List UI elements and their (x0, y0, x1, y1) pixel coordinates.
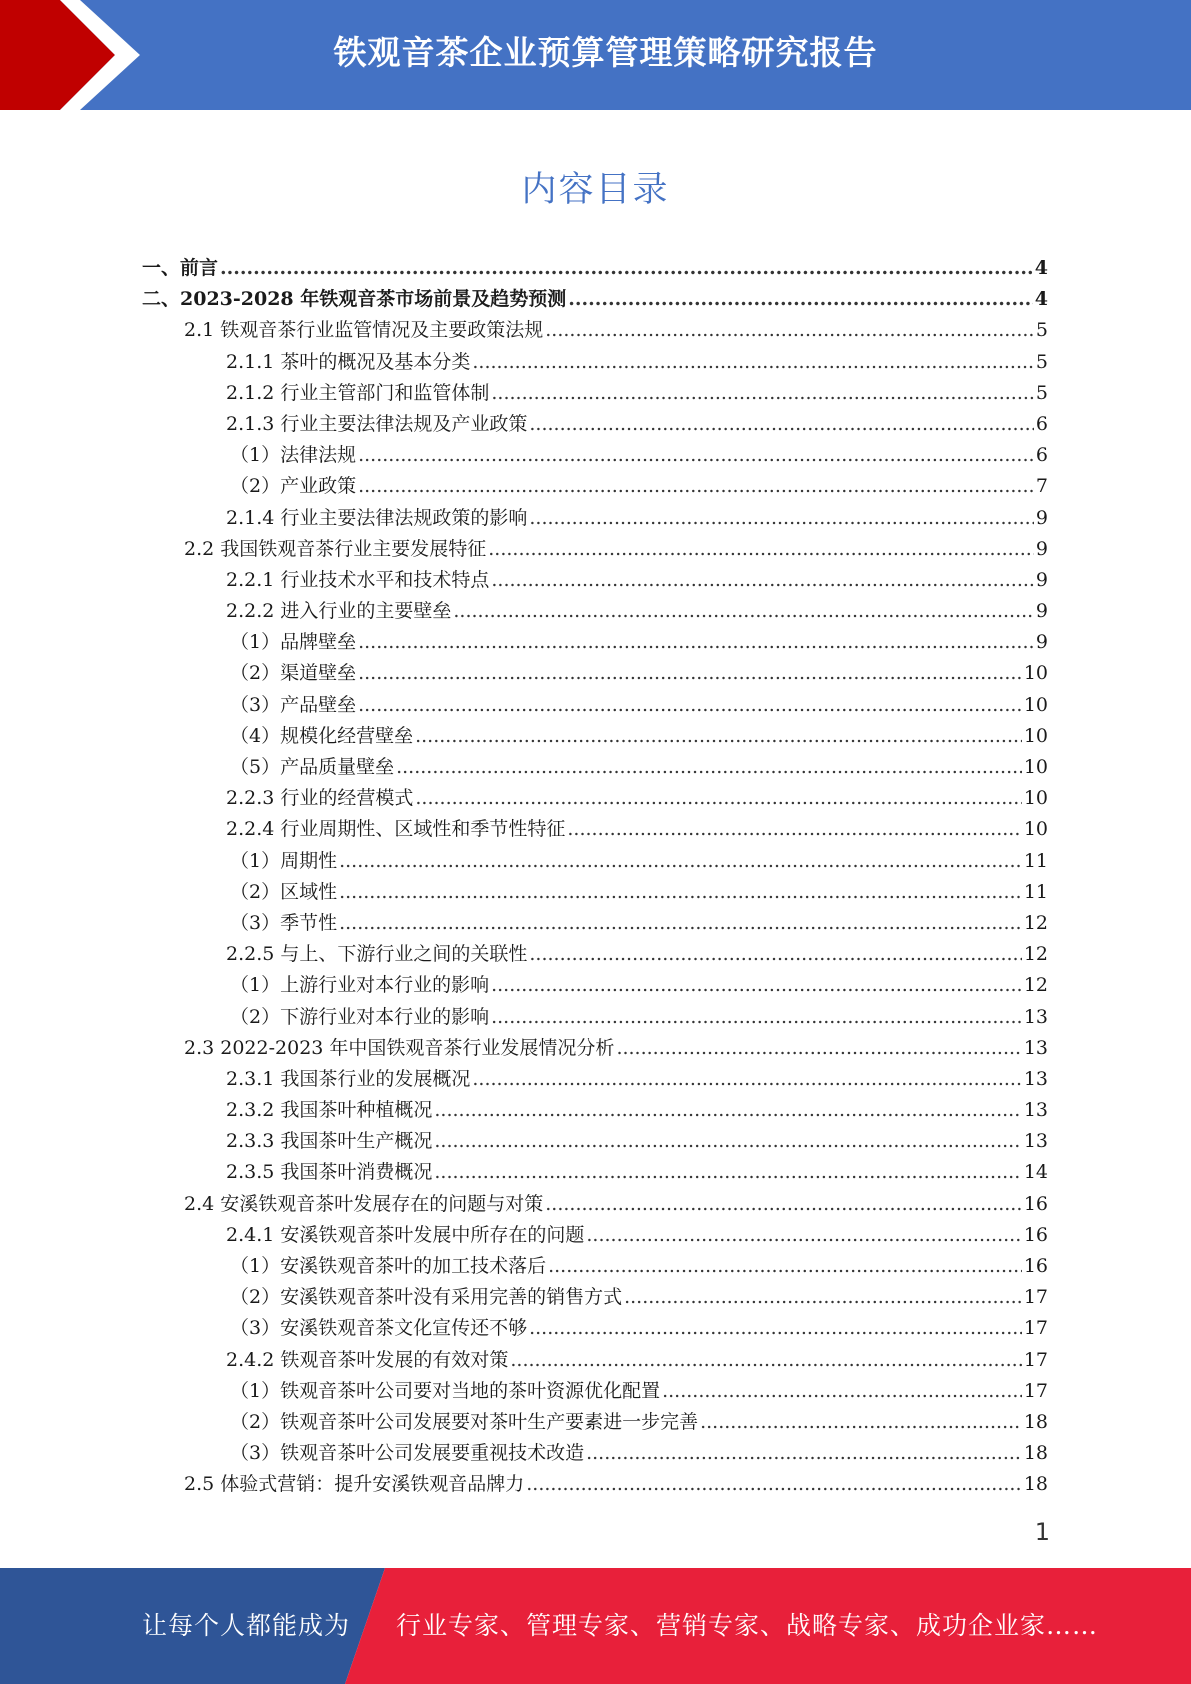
toc-dot-leader (339, 877, 1022, 908)
toc-dot-leader (529, 409, 1034, 440)
toc-entry-label: （4）规模化经营壁垒 (230, 724, 414, 747)
toc-entry-label: （1）安溪铁观音茶叶的加工技术落后 (230, 1255, 547, 1277)
toc-entry-page: 10 (1023, 724, 1048, 747)
toc-dot-leader (491, 565, 1034, 596)
toc-entry[interactable] (142, 596, 1048, 627)
toc-entry-label: 2.1.4 行业主要法律法规政策的影响 (226, 506, 528, 529)
toc-entry-page: 17 (1023, 1379, 1048, 1402)
toc-entry[interactable] (142, 1251, 1048, 1282)
toc-entry-page: 13 (1023, 1005, 1048, 1028)
toc-entry-page: 10 (1023, 787, 1048, 810)
toc-title: 内容目录 (521, 170, 670, 210)
toc-entry-page: 18 (1023, 1410, 1048, 1433)
toc-entry-label: （3）季节性 (230, 911, 338, 934)
toc-entry[interactable] (142, 503, 1048, 534)
toc-entry[interactable] (142, 908, 1048, 939)
toc-dot-leader (358, 627, 1034, 658)
toc-entry-label: （2）铁观音茶叶公司发展要对茶叶生产要素进一步完善 (230, 1410, 699, 1433)
toc-entry[interactable] (142, 1282, 1048, 1313)
toc-entry-label: （2）产业政策 (230, 475, 357, 498)
toc-dot-leader (434, 1126, 1021, 1157)
toc-dot-leader (415, 783, 1021, 814)
toc-entry[interactable] (142, 1189, 1048, 1220)
toc-dot-leader (548, 1251, 1022, 1282)
toc-entry[interactable] (142, 627, 1048, 658)
toc-entry[interactable] (142, 1064, 1048, 1095)
toc-entry-page: 18 (1023, 1473, 1048, 1496)
toc-entry-page: 12 (1023, 943, 1048, 966)
toc-entry-label: 一、前言 (142, 257, 219, 279)
header-banner (0, 0, 1191, 110)
toc-entry-label: 2.4.1 安溪铁观音茶叶发展中所存在的问题 (226, 1223, 585, 1246)
toc-entry[interactable] (142, 1345, 1048, 1376)
toc-entry-label: 2.1.2 行业主管部门和监管体制 (226, 381, 490, 404)
toc-entry-label: （3）安溪铁观音茶文化宣传还不够 (230, 1317, 528, 1340)
toc-entry-page: 10 (1023, 756, 1048, 778)
toc-entry[interactable] (142, 315, 1048, 346)
toc-entry-label: 2.3.5 我国茶叶消费概况 (226, 1161, 433, 1184)
toc-entry-page: 5 (1035, 350, 1048, 373)
toc-entry-label: （3）铁观音茶叶公司发展要重视技术改造 (230, 1442, 585, 1465)
toc-entry[interactable] (142, 814, 1048, 845)
toc-entry-page: 10 (1023, 693, 1048, 716)
toc-entry-page: 16 (1023, 1255, 1048, 1277)
toc-entry[interactable] (142, 658, 1048, 689)
toc-entry-page: 11 (1023, 849, 1048, 872)
toc-dot-leader (567, 814, 1021, 845)
toc-entry[interactable] (142, 1313, 1048, 1344)
toc-dot-leader (491, 970, 1022, 1001)
toc-entry-label: （1）上游行业对本行业的影响 (230, 974, 490, 997)
toc-entry[interactable] (142, 534, 1048, 565)
toc-entry-label: 2.2.3 行业的经营模式 (226, 787, 414, 810)
toc-entry[interactable] (142, 721, 1048, 752)
toc-entry-page: 9 (1035, 537, 1048, 560)
report-title: 铁观音茶企业预算管理策略研究报告 (333, 33, 878, 72)
toc-entry[interactable] (142, 970, 1048, 1001)
toc-dot-leader (491, 378, 1034, 409)
toc-dot-leader (529, 503, 1034, 534)
toc-entry-label: 2.3.1 我国茶行业的发展概况 (226, 1067, 471, 1090)
footer-banner (0, 1568, 1191, 1684)
toc-entry-page: 7 (1035, 475, 1048, 498)
toc-dot-leader (434, 1095, 1021, 1126)
toc-entry-page: 11 (1023, 880, 1048, 903)
toc-entry-label: （2）渠道壁垒 (230, 662, 357, 685)
toc-dot-leader (472, 1064, 1021, 1095)
toc-entry-label: 2.3.3 我国茶叶生产概况 (226, 1130, 433, 1153)
toc-entry-label: （1）法律法规 (230, 444, 357, 467)
toc-dot-leader (453, 596, 1034, 627)
toc-dot-leader (358, 658, 1022, 689)
toc-entry-page: 12 (1023, 974, 1048, 997)
toc-dot-leader (700, 1407, 1022, 1438)
toc-dot-leader (662, 1376, 1022, 1407)
toc-entry-page: 10 (1023, 662, 1048, 685)
toc-dot-leader (545, 315, 1034, 346)
toc-entry-label: （3）产品壁垒 (230, 693, 357, 716)
toc-dot-leader (358, 471, 1034, 502)
toc-entry-page: 16 (1023, 1223, 1048, 1246)
toc-entry[interactable] (142, 1376, 1048, 1407)
toc-entry-label: （2）下游行业对本行业的影响 (230, 1005, 490, 1028)
toc-entry[interactable] (142, 1095, 1048, 1126)
toc-entry-label: 2.2.2 进入行业的主要壁垒 (226, 600, 452, 623)
toc-entry[interactable] (142, 347, 1048, 378)
toc-entry-page: 17 (1023, 1286, 1048, 1309)
toc-dot-leader (545, 1189, 1022, 1220)
toc-entry-page: 5 (1035, 381, 1048, 404)
toc-entry-page: 13 (1023, 1099, 1048, 1122)
toc-entry[interactable] (142, 1220, 1048, 1251)
toc-dot-leader (510, 1345, 1021, 1376)
toc-entry-label: 2.1.1 茶叶的概况及基本分类 (226, 350, 471, 373)
toc-dot-leader (624, 1282, 1022, 1313)
toc-dot-leader (358, 690, 1022, 721)
toc-entry-label: （5）产品质量壁垒 (230, 756, 395, 778)
toc-entry[interactable] (142, 409, 1048, 440)
toc-dot-leader (568, 284, 1033, 315)
toc-dot-leader (434, 1157, 1021, 1188)
toc-entry-label: 2.2.4 行业周期性、区域性和季节性特征 (226, 818, 566, 841)
toc-entry[interactable] (142, 939, 1048, 970)
toc-entry-page: 6 (1035, 412, 1048, 435)
toc-dot-leader (396, 752, 1022, 783)
toc-entry[interactable] (142, 471, 1048, 502)
toc-entry-label: 2.4 安溪铁观音茶叶发展存在的问题与对策 (184, 1192, 544, 1215)
toc-dot-leader (586, 1438, 1022, 1469)
toc-entry-page: 4 (1034, 288, 1048, 311)
toc-dot-leader (339, 846, 1022, 877)
toc-entry-page: 16 (1023, 1192, 1048, 1215)
toc-entry[interactable] (142, 1126, 1048, 1157)
toc-dot-leader (529, 939, 1021, 970)
toc-entry[interactable] (142, 1438, 1048, 1469)
toc-entry-page: 5 (1035, 319, 1048, 342)
page-number: 1 (1034, 1518, 1050, 1546)
toc-entry-page: 13 (1023, 1067, 1048, 1090)
toc-entry-label: （1）周期性 (230, 849, 338, 872)
toc-entry-label: 2.4.2 铁观音茶叶发展的有效对策 (226, 1348, 509, 1371)
toc-entry-label: 2.3.2 我国茶叶种植概况 (226, 1099, 433, 1122)
toc-entry-label: 2.2.1 行业技术水平和技术特点 (226, 568, 490, 591)
toc-entry[interactable] (142, 1407, 1048, 1438)
toc-dot-leader (339, 908, 1022, 939)
toc-dot-leader (491, 1002, 1022, 1033)
toc-entry[interactable] (142, 440, 1048, 471)
toc-entry[interactable] (142, 690, 1048, 721)
toc-entry-page: 9 (1035, 568, 1048, 591)
toc-dot-leader (472, 347, 1034, 378)
toc-entry-label: （2）安溪铁观音茶叶没有采用完善的销售方式 (230, 1286, 623, 1309)
toc-entry-page: 13 (1023, 1036, 1048, 1059)
toc-entry[interactable] (142, 846, 1048, 877)
toc-entry-label: 2.1 铁观音茶行业监管情况及主要政策法规 (184, 319, 544, 342)
toc-entry-label: 2.1.3 行业主要法律法规及产业政策 (226, 412, 528, 435)
toc-entry[interactable] (142, 565, 1048, 596)
table-of-contents (142, 253, 1048, 1501)
toc-entry-page: 13 (1023, 1130, 1048, 1153)
toc-dot-leader (220, 253, 1033, 284)
toc-dot-leader (529, 1313, 1022, 1344)
toc-entry[interactable] (142, 877, 1048, 908)
toc-dot-leader (415, 721, 1022, 752)
toc-entry-page: 18 (1023, 1442, 1048, 1465)
toc-entry[interactable] (142, 1157, 1048, 1188)
toc-dot-leader (586, 1220, 1021, 1251)
toc-entry-page: 9 (1035, 506, 1048, 529)
toc-entry-label: （1）品牌壁垒 (230, 631, 357, 654)
toc-dot-leader (358, 440, 1034, 471)
footer-slogan-right: 行业专家、管理专家、营销专家、战略专家、成功企业家…… (396, 1611, 1099, 1640)
toc-entry-label: 2.2 我国铁观音茶行业主要发展特征 (184, 537, 487, 560)
toc-entry-page: 12 (1023, 911, 1048, 934)
toc-entry-page: 9 (1035, 631, 1048, 654)
toc-entry-page: 9 (1035, 600, 1048, 623)
toc-entry-label: 二、2023-2028 年铁观音茶市场前景及趋势预测 (142, 288, 567, 311)
toc-entry-page: 14 (1023, 1161, 1048, 1184)
toc-entry-page: 4 (1034, 257, 1048, 279)
toc-entry-label: 2.3 2022-2023 年中国铁观音茶行业发展情况分析 (184, 1036, 615, 1059)
toc-entry[interactable] (142, 253, 1048, 284)
toc-entry-label: 2.2.5 与上、下游行业之间的关联性 (226, 943, 528, 966)
toc-dot-leader (488, 534, 1034, 565)
toc-entry-label: 2.5 体验式营销：提升安溪铁观音品牌力 (184, 1473, 525, 1496)
toc-entry-page: 17 (1023, 1317, 1048, 1340)
toc-entry[interactable] (142, 378, 1048, 409)
toc-entry[interactable] (142, 1002, 1048, 1033)
toc-entry-label: （2）区域性 (230, 880, 338, 903)
toc-entry[interactable] (142, 783, 1048, 814)
toc-entry[interactable] (142, 284, 1048, 315)
toc-dot-leader (526, 1469, 1022, 1500)
toc-dot-leader (616, 1033, 1021, 1064)
toc-entry-page: 6 (1035, 444, 1048, 467)
toc-entry[interactable] (142, 1469, 1048, 1500)
toc-entry[interactable] (142, 752, 1048, 783)
toc-entry-label: （1）铁观音茶叶公司要对当地的茶叶资源优化配置 (230, 1379, 661, 1402)
toc-entry-page: 17 (1023, 1348, 1048, 1371)
toc-entry-page: 10 (1023, 818, 1048, 841)
toc-entry[interactable] (142, 1033, 1048, 1064)
footer-slogan-left: 让每个人都能成为 (142, 1611, 351, 1640)
